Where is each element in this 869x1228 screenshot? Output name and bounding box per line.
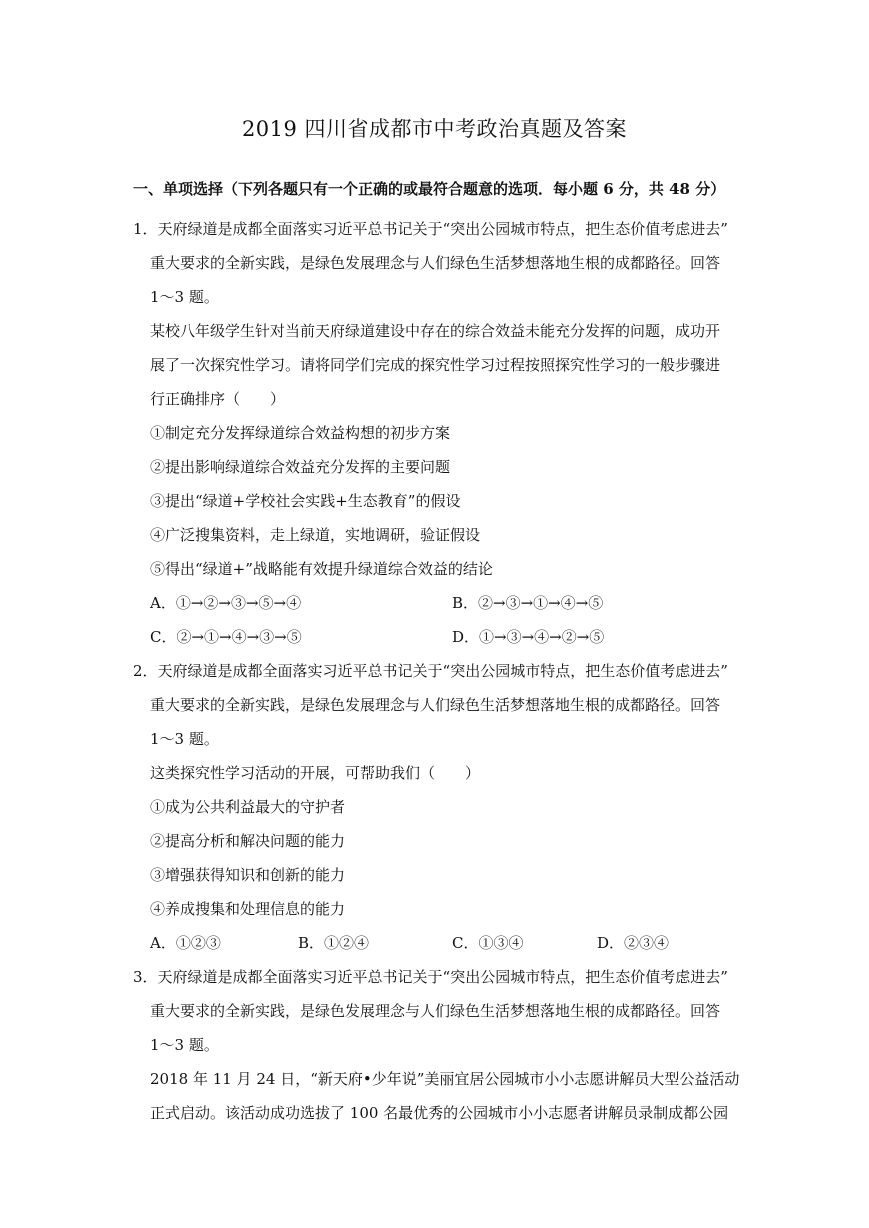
statement-item: ③提出“绿道+学校社会实践+生态教育”的假设	[150, 492, 461, 510]
statement-item: ①成为公共利益最大的守护者	[150, 798, 346, 816]
option-a: A．①②③	[150, 934, 221, 952]
question-intro-line: 1～3 题。	[150, 288, 219, 306]
statement-item: ⑤得出“绿道+”战略能有效提升绿道综合效益的结论	[150, 560, 493, 578]
statement-item: ②提出影响绿道综合效益充分发挥的主要问题	[150, 458, 451, 476]
question-intro-line: 1～3 题。	[150, 1036, 219, 1054]
statement-item: ②提高分析和解决问题的能力	[150, 832, 346, 850]
question-stem-line: 行正确排序（ ）	[150, 390, 286, 408]
question-intro-line: 重大要求的全新实践，是绿色发展理念与人们绿色生活梦想落地生根的成都路径。回答	[150, 1002, 721, 1020]
statement-item: ④广泛搜集资料，走上绿道，实地调研，验证假设	[150, 526, 481, 544]
question-number-line: 2．天府绿道是成都全面落实习近平总书记关于“突出公园城市特点，把生态价值考虑进去”	[133, 662, 728, 680]
statement-item: ①制定充分发挥绿道综合效益构想的初步方案	[150, 424, 451, 442]
option-b: B．②→③→①→④→⑤	[452, 594, 604, 612]
question-stem-line: 2018 年 11 月 24 日，“新天府•少年说”美丽宜居公园城市小小志愿讲解员大型公益活动	[150, 1070, 740, 1088]
question-intro-line: 重大要求的全新实践，是绿色发展理念与人们绿色生活梦想落地生根的成都路径。回答	[150, 254, 721, 272]
question-intro-line: 1～3 题。	[150, 730, 219, 748]
option-d: D．②③④	[597, 934, 670, 952]
question-stem-line: 这类探究性学习活动的开展，可帮助我们（ ）	[150, 764, 481, 782]
option-b: B．①②④	[298, 934, 370, 952]
question-number-line: 3．天府绿道是成都全面落实习近平总书记关于“突出公园城市特点，把生态价值考虑进去”	[133, 968, 728, 986]
option-c: C．①③④	[452, 934, 524, 952]
option-d: D．①→③→④→②→⑤	[452, 628, 605, 646]
question-stem-line: 某校八年级学生针对当前天府绿道建设中存在的综合效益未能充分发挥的问题，成功开	[150, 322, 721, 340]
option-c: C．②→①→④→③→⑤	[150, 628, 302, 646]
question-number-line: 1．天府绿道是成都全面落实习近平总书记关于“突出公园城市特点，把生态价值考虑进去”	[133, 220, 728, 238]
option-a: A．①→②→③→⑤→④	[150, 594, 302, 612]
question-stem-line: 正式启动。该活动成功选拔了 100 名最优秀的公园城市小小志愿者讲解员录制成都公园	[150, 1104, 729, 1122]
question-intro-line: 重大要求的全新实践，是绿色发展理念与人们绿色生活梦想落地生根的成都路径。回答	[150, 696, 721, 714]
question-stem-line: 展了一次探究性学习。请将同学们完成的探究性学习过程按照探究性学习的一般步骤进	[150, 356, 721, 374]
statement-item: ④养成搜集和处理信息的能力	[150, 900, 346, 918]
section-heading: 一、单项选择（下列各题只有一个正确的或最符合题意的选项．每小题 6 分，共 48 分）	[133, 180, 726, 198]
statement-item: ③增强获得知识和创新的能力	[150, 866, 346, 884]
document-title: 2019 四川省成都市中考政治真题及答案	[241, 117, 628, 141]
